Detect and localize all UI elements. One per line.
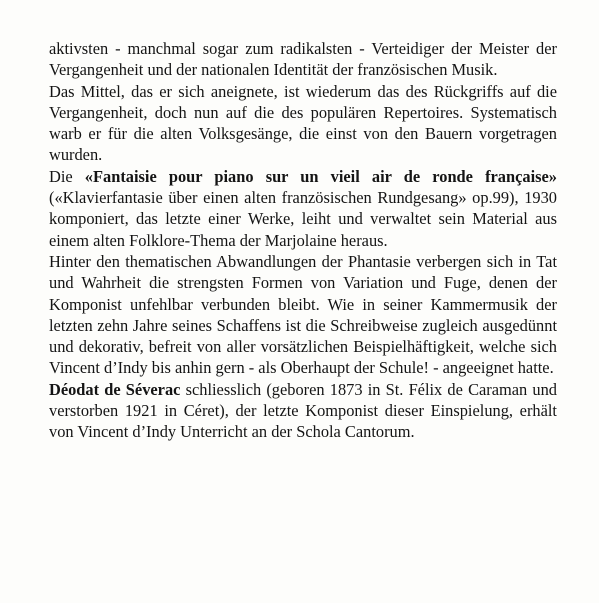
paragraph-text: schliesslich (geboren 1873 in St. Félix de Caraman und verstorben 1921 in Céret), der letzte Komponist dieser Einspielung, erhält von Vincent d’Indy Unterricht an der Schola Cantorum. [49, 379, 557, 442]
work-title: «Fantaisie pour piano sur un vieil air de ronde française» [84, 166, 557, 186]
document-page [49, 38, 557, 443]
paragraph-fantaisie [49, 166, 557, 251]
paragraph-text: («Klavierfantasie über einen alten französischen Rundgesang» op.99), 1930 komponiert, das letzte einer Werke, leiht und verwaltet sein Material aus einem alten Folklore-Thema der Marjolaine heraus. [49, 188, 557, 250]
paragraph-text: Die [49, 166, 85, 186]
paragraph-variation-fugue [49, 251, 557, 379]
composer-name: Déodat de Séverac [49, 379, 181, 399]
paragraph-intro-continuation [49, 38, 557, 81]
paragraph-text: Hinter den thematischen Abwandlungen der Phantasie verbergen sich in Tat und Wahrheit die strengsten Formen von Variation und Fuge, denen der Komponist unfehlbar verbunden bleibt. Wie in seiner Kammermusik der letzten zehn Jahre seines Schaffens ist die Schreibweise zugleich ausgedünnt und dekorativ, befreit von aller vorsätzlichen Beispielhäftigkeit, welche sich Vincent d’Indy bis anhin gern - als Oberhaupt der Schule! - angeeignet hatte. [49, 251, 557, 378]
paragraph-severac [49, 379, 557, 443]
paragraph-text: aktivsten - manchmal sogar zum radikalsten - Verteidiger der Meister der Vergangenheit und der nationalen Identität der französischen Musik. [49, 39, 557, 80]
paragraph-text: Das Mittel, das er sich aneignete, ist wiederum das des Rückgriffs auf die Vergangenheit, doch nun auf die des populären Repertoires. Systematisch warb er für die alten Volksgesänge, die einst von den Bauern vorgetragen wurden. [49, 81, 557, 165]
paragraph-popular-repertoire [49, 81, 557, 166]
